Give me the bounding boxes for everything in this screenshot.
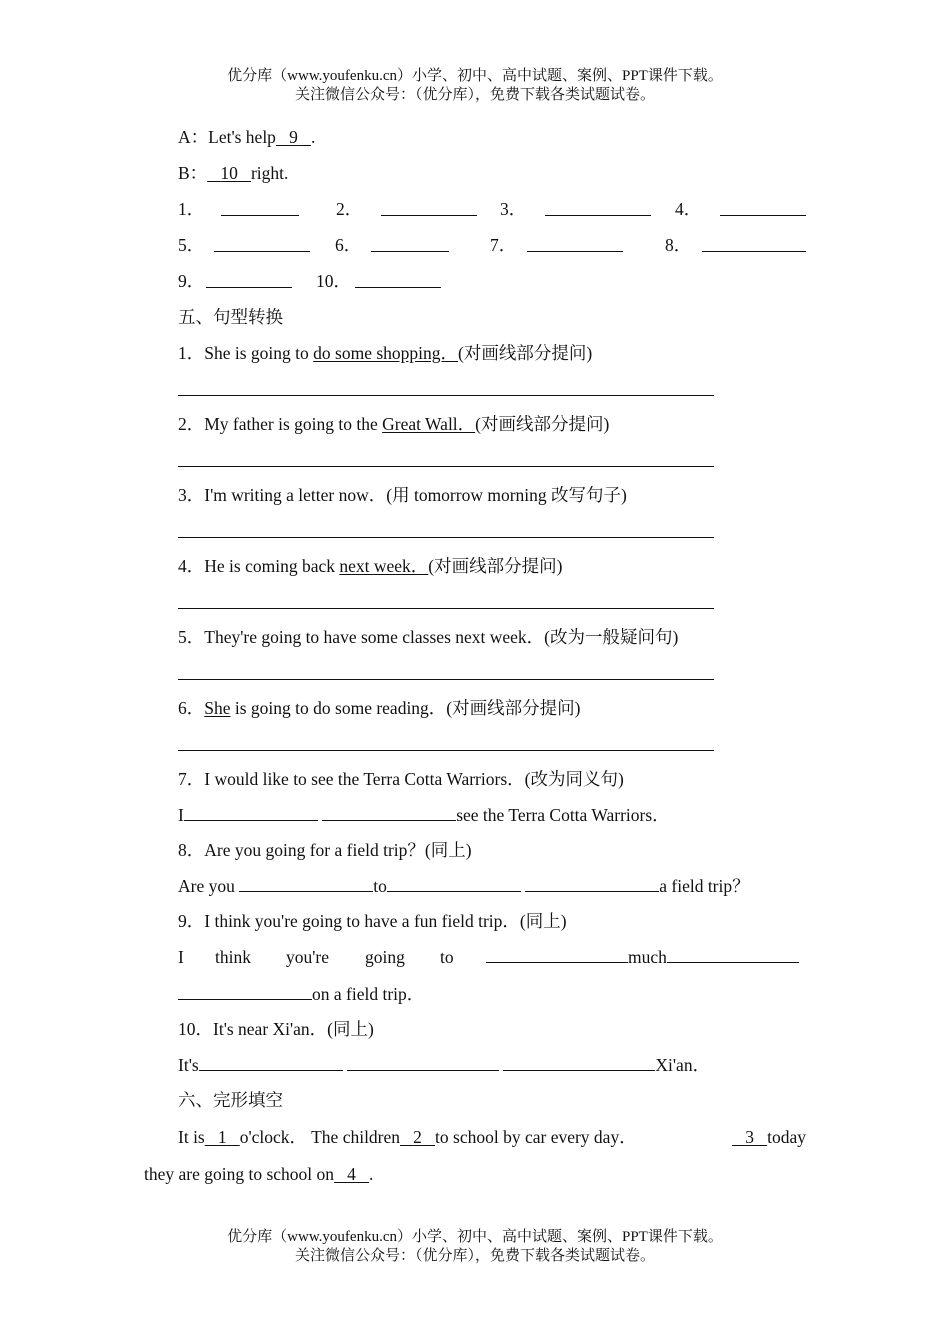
q10-blank-2[interactable] bbox=[347, 1054, 499, 1071]
s5-answer-10: It's Xi'an． bbox=[178, 1055, 711, 1075]
answer-7-blank[interactable] bbox=[527, 235, 623, 252]
footer-line-2: 关注微信公众号：（优分库），免费下载各类试题试卷。 bbox=[294, 1248, 655, 1264]
answer-1[interactable]: 1． bbox=[178, 199, 205, 219]
answer-4-blank[interactable] bbox=[720, 199, 806, 216]
answer-3[interactable]: 3． bbox=[500, 199, 527, 219]
q9-blank-3[interactable] bbox=[178, 983, 312, 1000]
s5-question-6: 6．She is going to do some reading．(对画线部分提问) bbox=[178, 698, 581, 718]
s5-answer-9-line2: on a field trip． bbox=[178, 983, 424, 1005]
blank-10[interactable]: 10 bbox=[220, 163, 238, 183]
answer-6[interactable]: 6． bbox=[335, 235, 362, 255]
dialogue-b: B： 10 right. bbox=[178, 163, 289, 183]
answer-10-blank[interactable] bbox=[355, 271, 441, 288]
s5-answer-line-5[interactable] bbox=[178, 679, 714, 680]
s5-question-5: 5．They're going to have some classes next week．(改为一般疑问句) bbox=[178, 627, 679, 647]
cloze-blank-1[interactable]: 1 bbox=[217, 1127, 227, 1147]
s5-answer-line-2[interactable] bbox=[178, 466, 714, 467]
section5-title: 五、句型转换 bbox=[178, 307, 283, 327]
answer-5[interactable]: 5． bbox=[178, 235, 205, 255]
q9-blank-2[interactable] bbox=[667, 946, 799, 963]
q8-blank-3[interactable] bbox=[525, 875, 659, 892]
section6-title: 六、完形填空 bbox=[178, 1090, 283, 1110]
q8-blank-1[interactable] bbox=[239, 875, 373, 892]
answer-4[interactable]: 4． bbox=[675, 199, 702, 219]
q9-word-1: I bbox=[178, 947, 184, 967]
s5-question-3: 3．I'm writing a letter now．(用 tomorrow morning 改写句子) bbox=[178, 485, 627, 505]
q7-blank-2[interactable] bbox=[322, 804, 456, 821]
cloze-blank-4[interactable]: 4 bbox=[347, 1164, 356, 1184]
answer-7[interactable]: 7． bbox=[490, 235, 517, 255]
cloze-line-2: they are going to school on 4 . bbox=[144, 1164, 374, 1184]
s5-question-8: 8．Are you going for a field trip？(同上) bbox=[178, 840, 472, 860]
s5-question-2: 2．My father is going to the Great Wall．(对画线部分提问) bbox=[178, 414, 610, 434]
dialogue-a: A：Let's help 9 . bbox=[178, 127, 316, 147]
header-line-1: 优分库（www.youfenku.cn）小学、初中、高中试题、案例、PPT课件下载。 bbox=[227, 68, 723, 84]
q9-word-2: think bbox=[215, 947, 251, 967]
answer-9[interactable]: 9． bbox=[178, 271, 205, 291]
s5-answer-7: I see the Terra Cotta Warriors． bbox=[178, 805, 670, 825]
q7-blank-1[interactable] bbox=[184, 804, 318, 821]
footer-line-1: 优分库（www.youfenku.cn）小学、初中、高中试题、案例、PPT课件下载。 bbox=[227, 1229, 723, 1245]
s5-question-1: 1．She is going to do some shopping．(对画线部分提问) bbox=[178, 343, 593, 363]
blank-9[interactable]: 9 bbox=[289, 127, 298, 147]
q9-word-4: going bbox=[365, 947, 405, 967]
s5-question-10: 10．It's near Xi'an．(同上) bbox=[178, 1019, 374, 1039]
header-line-2: 关注微信公众号：（优分库），免费下载各类试题试卷。 bbox=[294, 87, 655, 103]
answer-8[interactable]: 8． bbox=[665, 235, 692, 255]
answer-2[interactable]: 2． bbox=[336, 199, 363, 219]
s5-answer-line-3[interactable] bbox=[178, 537, 714, 538]
answer-8-blank[interactable] bbox=[702, 235, 806, 252]
s5-answer-line-4[interactable] bbox=[178, 608, 714, 609]
s5-question-7: 7．I would like to see the Terra Cotta Warriors．(改为同义句) bbox=[178, 769, 624, 789]
q9-word-3: you're bbox=[286, 947, 329, 967]
answer-5-blank[interactable] bbox=[214, 235, 310, 252]
s5-answer-line-6[interactable] bbox=[178, 750, 714, 751]
answer-9-blank[interactable] bbox=[206, 271, 292, 288]
answer-10[interactable]: 10． bbox=[316, 271, 351, 291]
answer-3-blank[interactable] bbox=[545, 199, 651, 216]
q8-blank-2[interactable] bbox=[387, 875, 521, 892]
dialogue-a-text: A：Let's help bbox=[178, 127, 276, 147]
cloze-blank-2[interactable]: 2 bbox=[413, 1127, 422, 1147]
s5-question-9: 9．I think you're going to have a fun field trip．(同上) bbox=[178, 911, 567, 931]
answer-1-blank[interactable] bbox=[221, 199, 299, 216]
q9-word-5: to bbox=[440, 947, 454, 967]
s5-answer-line-1[interactable] bbox=[178, 395, 714, 396]
q10-blank-1[interactable] bbox=[199, 1054, 343, 1071]
q10-blank-3[interactable] bbox=[503, 1054, 655, 1071]
answer-2-blank[interactable] bbox=[381, 199, 477, 216]
s5-answer-8: Are you to a field trip？ bbox=[178, 876, 750, 896]
s5-question-4: 4．He is coming back next week．(对画线部分提问) bbox=[178, 556, 563, 576]
q9-tail: much bbox=[486, 946, 799, 968]
cloze-line-1: It is 1 o'clock． The children 2 to school by car every day． 3 today bbox=[178, 1127, 806, 1147]
cloze-blank-3[interactable]: 3 bbox=[745, 1127, 754, 1147]
answer-6-blank[interactable] bbox=[371, 235, 449, 252]
q9-blank-1[interactable] bbox=[486, 946, 628, 963]
